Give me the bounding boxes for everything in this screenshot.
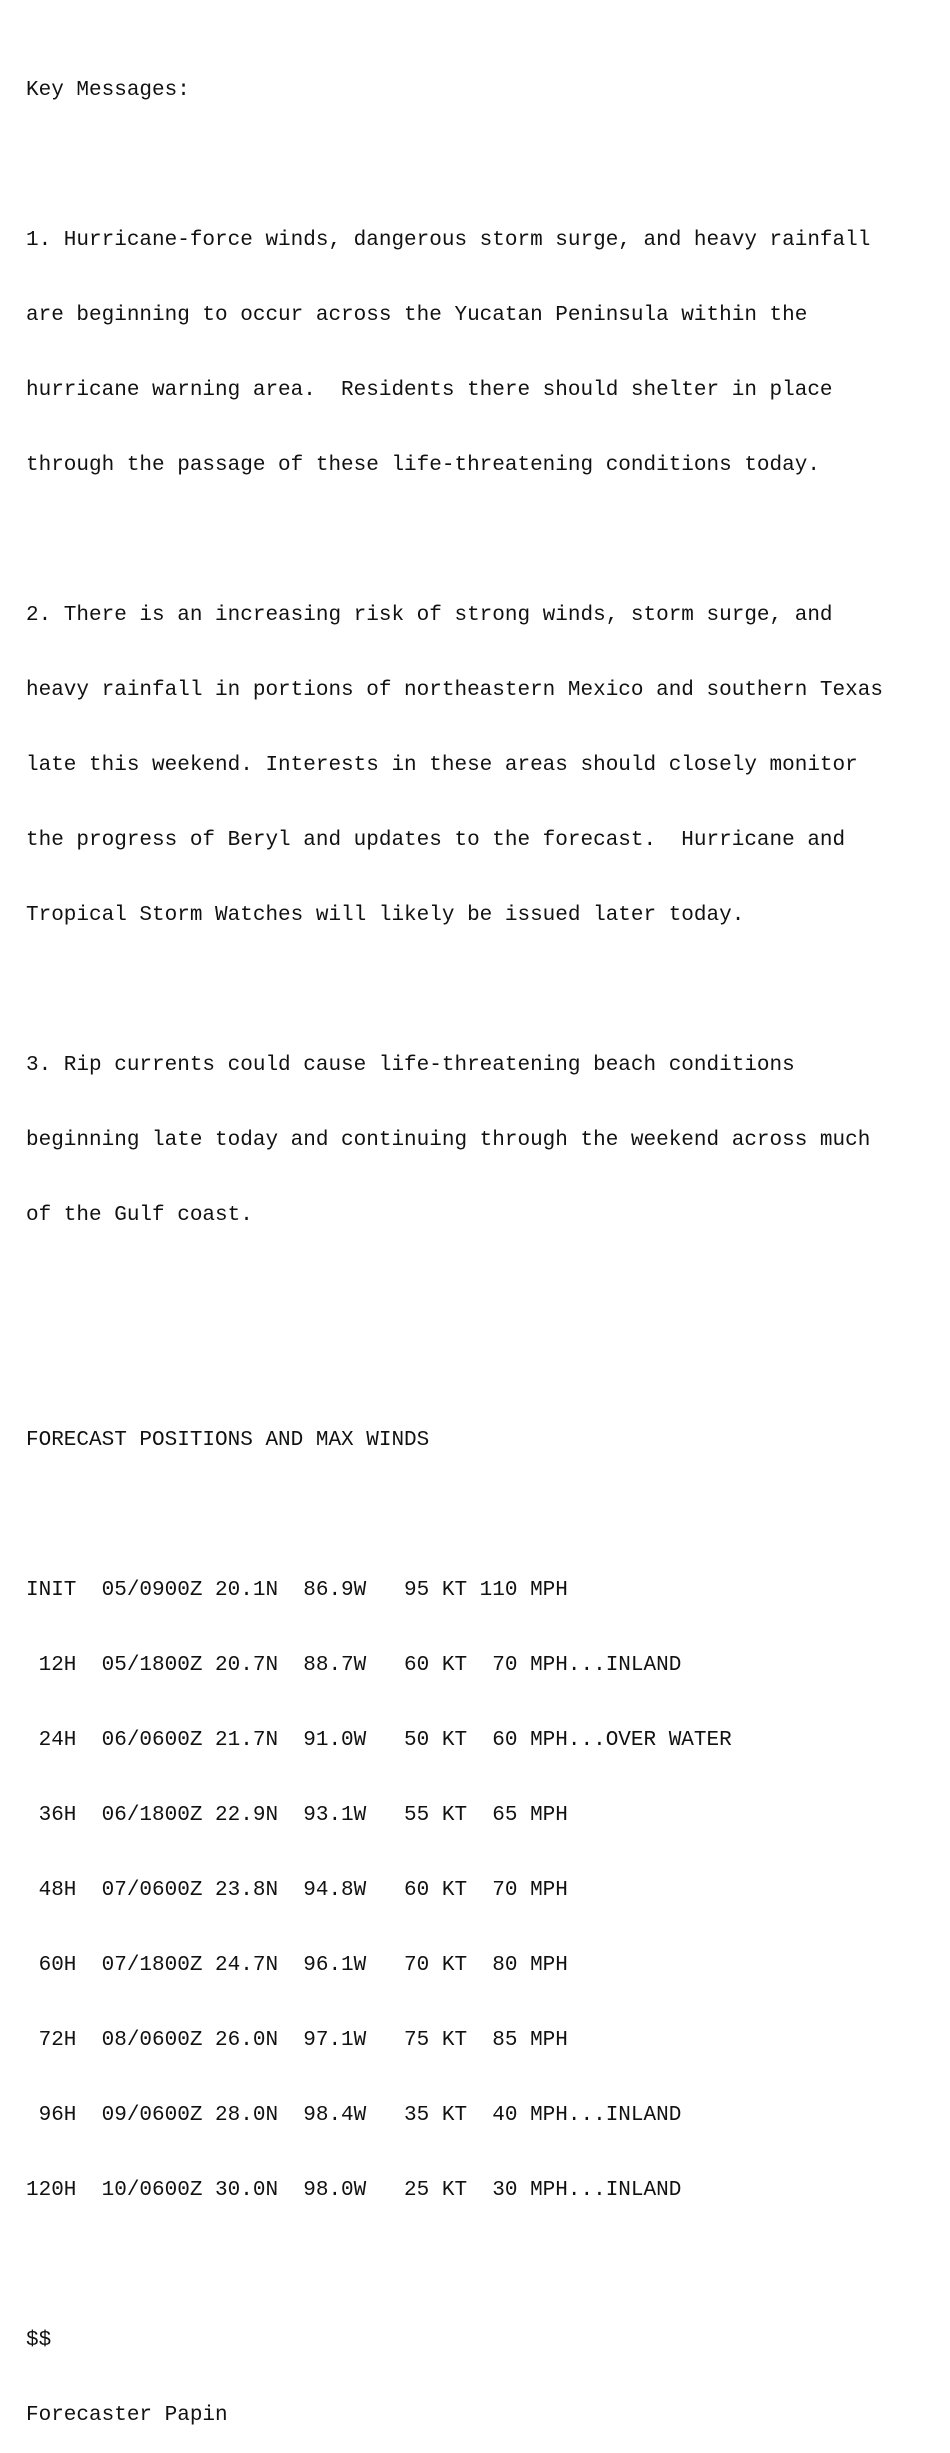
key-message-1-line: are beginning to occur across the Yucatan Peninsula within the (26, 304, 808, 327)
forecast-table-heading: FORECAST POSITIONS AND MAX WINDS (26, 1429, 430, 1452)
key-message-1-line: 1. Hurricane-force winds, dangerous storm surge, and heavy rainfall (26, 229, 871, 252)
forecast-row: 96H 09/0600Z 28.0N 98.4W 35 KT 40 MPH...INLAND (26, 2104, 682, 2127)
key-message-3-line: beginning late today and continuing through the weekend across much (26, 1129, 871, 1152)
blank-line (26, 528, 883, 553)
key-message-1-line: hurricane warning area. Residents there should shelter in place (26, 379, 833, 402)
key-message-2-line: the progress of Beryl and updates to the forecast. Hurricane and (26, 829, 846, 852)
key-message-2-line: Tropical Storm Watches will likely be issued later today. (26, 904, 745, 927)
forecast-row: 120H 10/0600Z 30.0N 98.0W 25 KT 30 MPH...INLAND (26, 2179, 682, 2202)
blank-line (26, 2253, 883, 2278)
key-message-3-line: of the Gulf coast. (26, 1204, 253, 1227)
forecast-row: 24H 06/0600Z 21.7N 91.0W 50 KT 60 MPH...OVER WATER (26, 1729, 732, 1752)
end-marker: $$ (26, 2329, 52, 2352)
blank-line (26, 153, 883, 178)
forecaster-signature: Forecaster Papin (26, 2404, 228, 2427)
key-message-2-line: heavy rainfall in portions of northeastern Mexico and southern Texas (26, 679, 883, 702)
forecast-row: INIT 05/0900Z 20.1N 86.9W 95 KT 110 MPH (26, 1579, 568, 1602)
blank-line (26, 1353, 883, 1378)
forecast-row: 36H 06/1800Z 22.9N 93.1W 55 KT 65 MPH (26, 1804, 568, 1827)
key-message-3-line: 3. Rip currents could cause life-threatening beach conditions (26, 1054, 795, 1077)
key-message-1-line: through the passage of these life-threatening conditions today. (26, 454, 820, 477)
blank-line (26, 1278, 883, 1303)
forecast-row: 12H 05/1800Z 20.7N 88.7W 60 KT 70 MPH...INLAND (26, 1654, 682, 1677)
key-message-2-line: late this weekend. Interests in these areas should closely monitor (26, 754, 858, 777)
forecast-row: 72H 08/0600Z 26.0N 97.1W 75 KT 85 MPH (26, 2029, 568, 2052)
blank-line (26, 1503, 883, 1528)
discussion-text (26, 28, 883, 2453)
forecast-row: 60H 07/1800Z 24.7N 96.1W 70 KT 80 MPH (26, 1954, 568, 1977)
key-message-2-line: 2. There is an increasing risk of strong winds, storm surge, and (26, 604, 833, 627)
forecast-row: 48H 07/0600Z 23.8N 94.8W 60 KT 70 MPH (26, 1879, 568, 1902)
key-messages-heading: Key Messages: (26, 79, 190, 102)
blank-line (26, 978, 883, 1003)
